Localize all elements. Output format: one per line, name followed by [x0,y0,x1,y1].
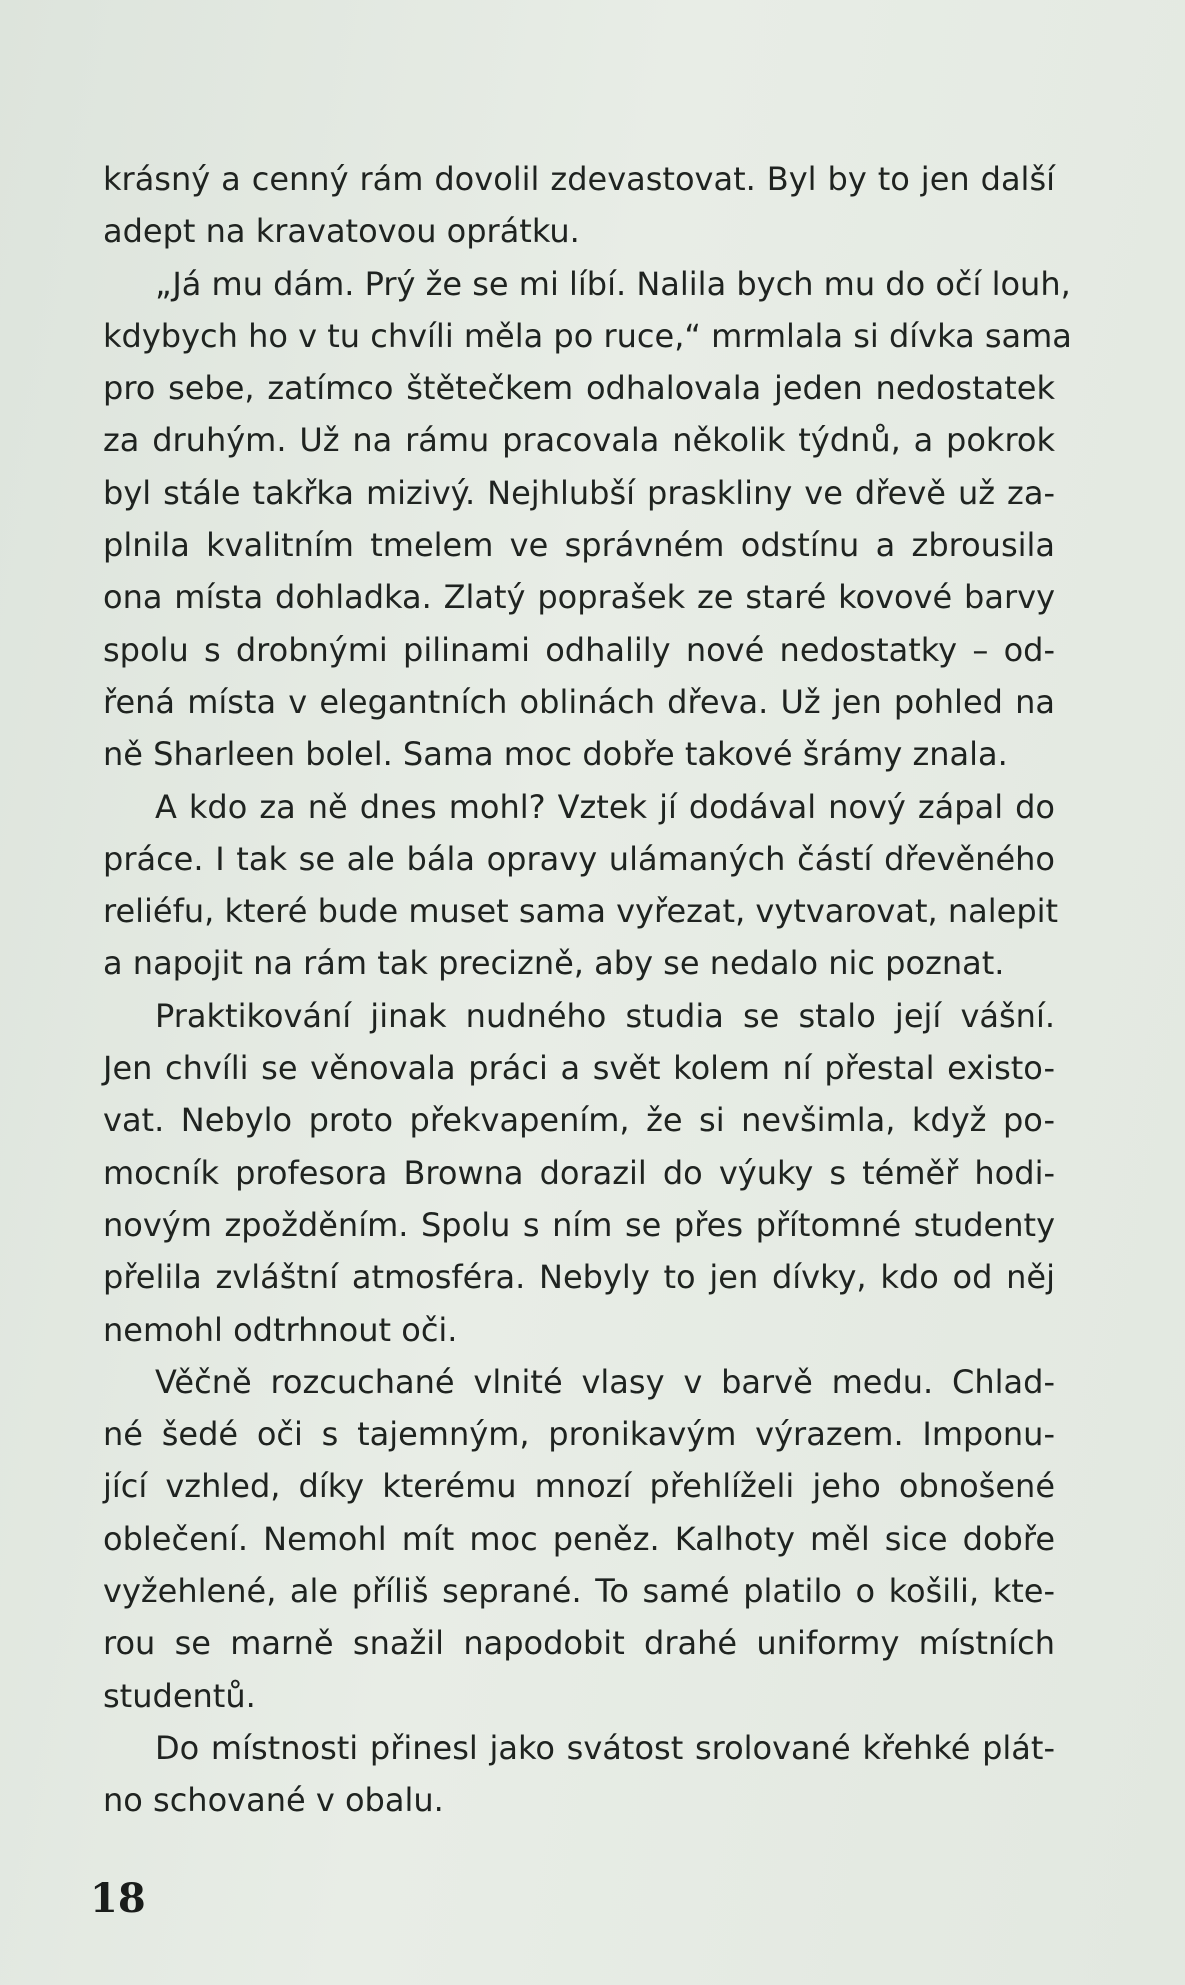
text-line: novým zpožděním. Spolu s ním se přes přítomné studenty [103,1205,1055,1244]
text-line: ona místa dohladka. Zlatý poprašek ze staré kovové barvy [103,578,1055,617]
text-line: přelila zvláštní atmosféra. Nebyly to jen dívky, kdo od něj [103,1258,1055,1297]
text-line: rou se marně snažil napodobit drahé uniformy místních [103,1624,1055,1663]
text-line: pro sebe, zatímco štětečkem odhalovala jeden nedostatek [103,369,1055,408]
text-line: vat. Nebylo proto překvapením, že si nevšimla, když po- [103,1101,1055,1140]
text-line: mocník profesora Browna dorazil do výuky s téměř hodi- [103,1153,1055,1192]
text-line: Do místnosti přinesl jako svátost srolované křehké plát- [155,1728,1055,1767]
text-line: plnila kvalitním tmelem ve správném odstínu a zbrousila [103,526,1055,565]
text-line: Jen chvíli se věnovala práci a svět kolem ní přestal existo- [103,1049,1055,1088]
text-line: „Já mu dám. Prý že se mi líbí. Nalila bych mu do očí louh, [155,264,1071,303]
text-line: jící vzhled, díky kterému mnozí přehlíželi jeho obnošené [103,1467,1055,1506]
body-text [103,153,1072,1827]
text-line: Věčně rozcuchané vlnité vlasy v barvě medu. Chlad- [155,1362,1055,1401]
text-line: adept na kravatovou oprátku. [103,212,580,251]
text-line: nemohl odtrhnout oči. [103,1310,458,1349]
text-line: spolu s drobnými pilinami odhalily nové nedostatky – od- [103,630,1055,669]
text-line: Praktikování jinak nudného studia se stalo její vášní. [155,996,1055,1035]
text-line: reliéfu, které bude muset sama vyřezat, vytvarovat, nalepit [103,892,1059,931]
text-line: za druhým. Už na rámu pracovala několik týdnů, a pokrok [103,421,1055,460]
text-line: řená místa v elegantních oblinách dřeva. Už jen pohled na [103,682,1055,721]
text-line: oblečení. Nemohl mít moc peněz. Kalhoty měl sice dobře [103,1519,1055,1558]
text-line: a napojit na rám tak precizně, aby se nedalo nic poznat. [103,944,1005,983]
text-line: práce. I tak se ale bála opravy ulámaných částí dřevěného [103,839,1055,878]
text-line: né šedé oči s tajemným, pronikavým výrazem. Imponu- [103,1415,1055,1454]
text-line: studentů. [103,1676,256,1715]
text-line: byl stále takřka mizivý. Nejhlubší praskliny ve dřevě už za- [103,473,1055,512]
text-line: A kdo za ně dnes mohl? Vztek jí dodával nový zápal do [155,787,1055,826]
text-line: krásný a cenný rám dovolil zdevastovat. Byl by to jen další [103,160,1055,198]
text-line: kdybych ho v tu chvíli měla po ruce,“ mrmlala si dívka sama [103,316,1072,355]
text-line: vyžehlené, ale příliš seprané. To samé platilo o košili, kte- [103,1572,1055,1611]
text-line: ně Sharleen bolel. Sama moc dobře takové šrámy znala. [103,735,1008,774]
text-line: no schované v obalu. [103,1781,444,1820]
page-number: 18 [90,1875,146,1922]
